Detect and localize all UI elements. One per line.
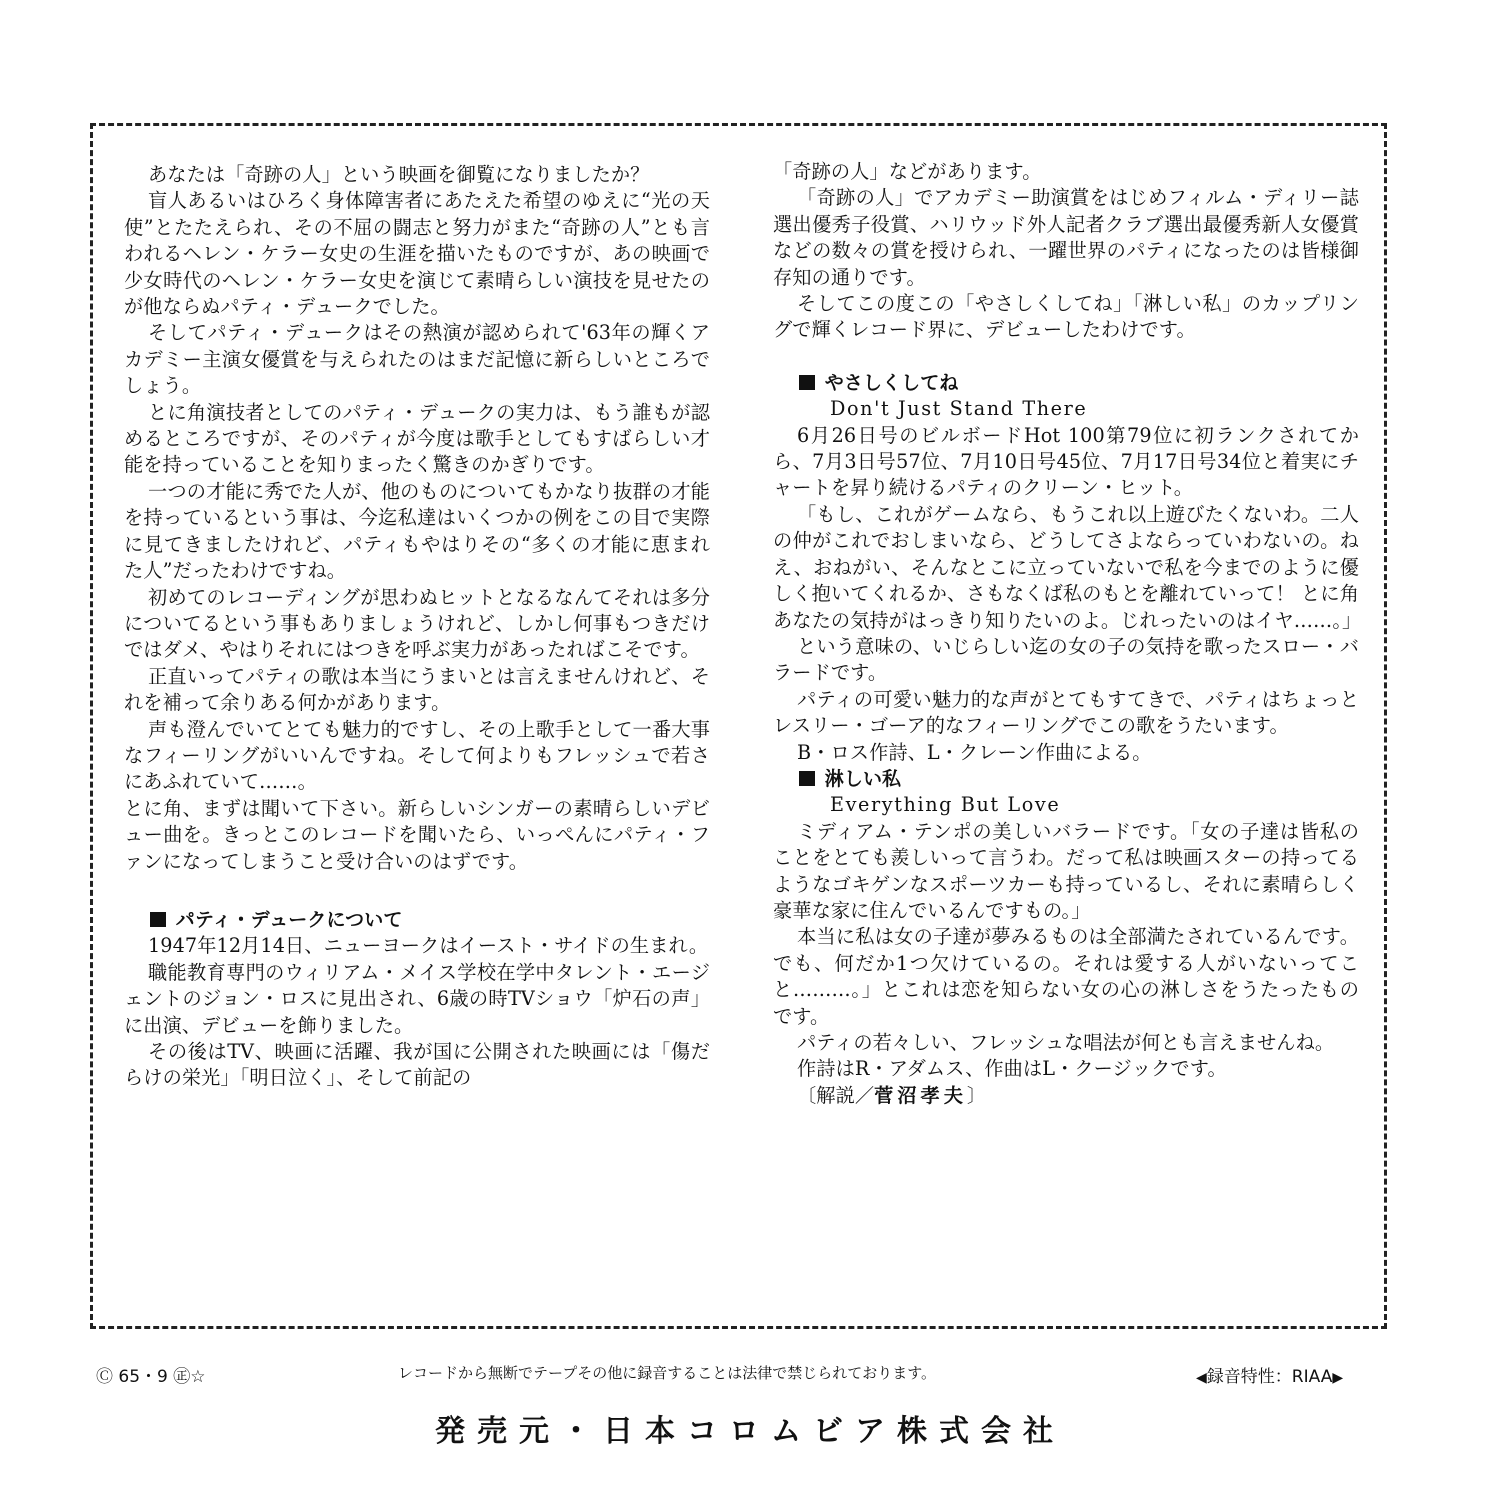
intro-paragraph: 一つの才能に秀でた人が、他のものについてもかなり抜群の才能を持っているという事は、今迄私達はいくつかの例をこの目で実際に見てきましたけれど、パティもやはりその“多くの才能に恵まれた人”だったわけですね。	[124, 479, 710, 583]
song2-paragraph: 本当に私は女の子達が夢みるものは全部満たされているんです。でも、何だか1つ欠けているの。それは愛する人がいないってこと………。」とこれは恋を知らない女の心の淋しさをうたったものです。	[773, 925, 1359, 1028]
intro-paragraph: 初めてのレコーディングが思わぬヒットとなるなんてそれは多分についてるという事もありましょうけれど、しかし何事もつきだけではダメ、やはりそれにはつきを呼ぶ実力があったればこそです。	[124, 585, 710, 662]
black-square-icon	[799, 771, 815, 786]
song2-heading: 淋しい私	[773, 766, 1359, 792]
publisher-name: 発売元・日本コロムビア株式会社	[435, 1414, 1065, 1449]
song1-paragraph: という意味の、いじらしい迄の女の子の気持を歌ったスロー・バラードです。	[773, 634, 1359, 685]
intro-paragraph: とに角演技者としてのパティ・デュークの実力は、もう誰もが認めるところですが、そのパティが今度は歌手としてもすばらしい才能を持っていることを知りまったく驚きのかぎりです。	[124, 400, 710, 477]
right-column	[773, 159, 1362, 1109]
catalog-code: Ⓒ 65・9 ㊣☆	[96, 1367, 206, 1387]
intro-paragraph: 盲人あるいはひろく身体障害者にあたえた希望のゆえに“光の天使”とたたえられ、その不屈の闘志と努力がまた“奇跡の人”とも言われるヘレン・ケラー女史の生涯を描いたものですが、あの映画で少女時代のヘレン・ケラー女史を演じて素晴らしい演技を見せたのが他ならぬパティ・デュークでした。	[124, 189, 710, 319]
bio-paragraph: その後はTV、映画に活躍、我が国に公開された映画には「傷だらけの栄光」「明日泣く」、そして前記の	[124, 1040, 710, 1090]
song1-english-title: Don't Just Stand There	[830, 397, 1088, 421]
song1-heading: やさしくしてね	[773, 370, 1359, 396]
triangle-left-icon: ◀	[1196, 1370, 1207, 1386]
black-square-icon	[799, 375, 815, 390]
song2-paragraph: 作詩はR・アダムス、作曲はL・クージックです。	[797, 1057, 1227, 1081]
song1-paragraph: パティの可愛い魅力的な声がとてもすてきで、パティはちょっとレスリー・ゴーア的なフィーリングでこの歌をうたいます。	[773, 687, 1359, 738]
intro-paragraph: そしてパティ・デュークはその熱演が認められて'63年の輝くアカデミー主演女優賞を与えられたのはまだ記憶に新らしいところでしょう。	[124, 321, 710, 398]
bio-heading: パティ・デュークについて	[124, 907, 710, 933]
song2-english-title: Everything But Love	[830, 793, 1061, 817]
song1-paragraph: 6月26日号のビルボードHot 100第79位に初ランクされてから、7月3日号57位、7月10日号45位、7月17日号34位と着実にチャートを昇り続けるパティのクリーン・ヒット。	[773, 423, 1359, 500]
copyright-notice: レコードから無断でテープその他に録音することは法律で禁じられております。	[398, 1364, 937, 1382]
intro-closing-paragraph: とに角、まずは聞いて下さい。新らしいシンガーの素晴らしいデビュー曲を。きっとこのレコードを聞いたら、いっぺんにパティ・ファンになってしまうこと受け合いのはずです。	[124, 796, 710, 873]
song1-paragraph: 「もし、これがゲームなら、もうこれ以上遊びたくないわ。二人の仲がこれでおしまいなら、どうしてさよならっていわないの。ねえ、おねがい、そんなとこに立っていないで私を今までのように優しく抱いてくれるか、さもなくば私のもとを離れていって！ とに角あなたの気持がはっきり知りたいのよ。じれったいのはイヤ……。」	[773, 502, 1362, 632]
bio-continuation: 「奇跡の人」などがあります。	[773, 160, 1042, 183]
bio-paragraph: 職能教育専門のウィリアム・メイス学校在学中タレント・エージェントのジョン・ロスに見出され、6歳の時TVショウ「炉石の声」に出演、デビューを飾りました。	[124, 960, 710, 1037]
bio-paragraph: 1947年12月14日、ニューヨークはイースト・サイドの生まれ。	[148, 934, 709, 958]
bio-paragraph: 「奇跡の人」でアカデミー助演賞をはじめフィルム・ディリー誌選出優秀子役賞、ハリウッド外人記者クラブ選出最優秀新人女優賞などの数々の賞を授けられ、一躍世界のパティになったのは皆様御存知の通りです。	[773, 186, 1359, 289]
recording-characteristic: ◀録音特性：RIAA▶	[1196, 1367, 1344, 1387]
intro-paragraph: 声も澄んでいてとても魅力的ですし、その上歌手として一番大事なフィーリングがいいんですね。そして何よりもフレッシュで若さにあふれていて……。	[124, 717, 710, 794]
intro-paragraph: あなたは「奇跡の人」という映画を御覧になりましたか？	[148, 163, 650, 186]
author-name: 菅沼孝夫	[874, 1083, 967, 1107]
commentary-credit: 〔解説／菅沼孝夫〕	[797, 1083, 987, 1107]
black-square-icon	[150, 912, 166, 927]
song2-paragraph: ミディアム・テンポの美しいバラードです。「女の子達は皆私のことをとても羨しいって言うわ。だって私は映画スターの持ってるようなゴキゲンなスポーツカーも持っているし、それに素晴らしく豪華な家に住んでいるんですもの。」	[773, 819, 1359, 922]
bio-paragraph: そしてこの度この「やさしくしてね」「淋しい私」のカップリングで輝くレコード界に、デビューしたわけです。	[773, 292, 1359, 342]
triangle-right-icon: ▶	[1332, 1370, 1344, 1386]
left-column	[124, 162, 710, 1092]
song1-paragraph: B・ロス作詩、L・クレーン作曲による。	[797, 740, 1152, 764]
song2-paragraph: パティの若々しい、フレッシュな唱法が何とも言えませんね。	[797, 1031, 1335, 1054]
intro-paragraph: 正直いってパティの歌は本当にうまいとは言えませんけれど、それを補って余りある何かがあります。	[124, 664, 710, 715]
